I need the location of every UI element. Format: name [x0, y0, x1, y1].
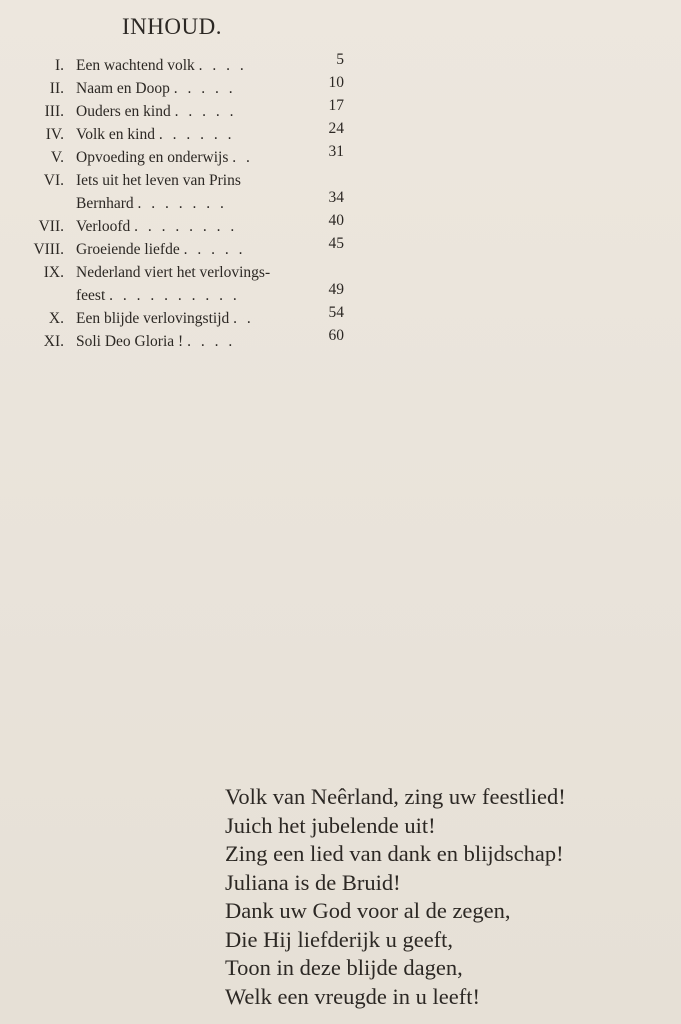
toc-page-number: 54: [328, 304, 344, 321]
toc-dot-leader: . .: [233, 310, 254, 327]
poem-line: Toon in deze blijde dagen,: [225, 955, 463, 980]
toc-chapter-numeral: XI.: [43, 333, 64, 350]
poem-line: Welk een vreugde in u leeft!: [225, 983, 480, 1009]
toc-chapter-title: [76, 215, 308, 238]
toc-chapter-title: [76, 146, 308, 169]
toc-entry: [0, 327, 360, 353]
toc-entry: [0, 304, 360, 330]
toc-chapter-numeral: III.: [44, 103, 64, 120]
toc-entry: [0, 261, 360, 307]
toc-chapter-title: [76, 330, 308, 353]
toc-chapter-numeral: I.: [54, 57, 64, 74]
poem-line: Juich het jubelende uit!: [225, 812, 436, 838]
toc-entry: [0, 169, 360, 215]
toc-chapter-title: [76, 192, 308, 215]
toc-page-number: 24: [328, 120, 344, 137]
toc-chapter-numeral: X.: [48, 310, 64, 327]
toc-title-text: feest: [76, 287, 106, 304]
toc-page-number: 5: [336, 51, 344, 68]
poem-line: Die Hij liefderijk u geeft,: [225, 926, 454, 952]
toc-chapter-numeral: IV.: [45, 126, 64, 143]
toc-dot-leader: . . . .: [198, 57, 247, 74]
toc-chapter-numeral: VII.: [38, 218, 64, 235]
toc-chapter-title: [76, 123, 308, 146]
toc-title-text: Groeiende liefde: [76, 241, 180, 258]
toc-chapter-title: [76, 238, 308, 261]
toc-chapter-numeral: VI.: [43, 172, 64, 189]
toc-entry: [0, 143, 360, 169]
toc-chapter-numeral: II.: [49, 80, 64, 97]
toc-chapter-title: [76, 100, 308, 123]
toc-title-text: Een wachtend volk: [76, 57, 195, 74]
toc-title-text: Iets uit het leven van Prins: [76, 172, 241, 189]
toc-entry: [0, 235, 360, 261]
toc-title: INHOUD.: [122, 14, 222, 39]
poem-line: Juliana is de Bruid!: [225, 869, 401, 895]
toc-title-text: Bernhard: [76, 195, 134, 212]
toc-chapter-numeral: VIII.: [33, 241, 64, 258]
toc-title-text: Ouders en kind: [76, 103, 171, 120]
toc-entry: [0, 97, 360, 123]
toc-dot-leader: . . . . . . . . . .: [109, 287, 240, 304]
toc-chapter-numeral: V.: [50, 149, 64, 166]
toc-entry: [0, 74, 360, 100]
toc-chapter-title: [76, 54, 308, 77]
toc-dot-leader: . . . . . . . .: [134, 218, 238, 235]
toc-title-text: Volk en kind: [76, 126, 155, 143]
toc-page-number: 34: [328, 189, 344, 206]
toc-dot-leader: . .: [232, 149, 253, 166]
toc-page-number: 49: [328, 281, 344, 298]
toc-title-text: Nederland viert het verlovings-: [76, 264, 271, 281]
toc-dot-leader: . . . . .: [173, 80, 236, 97]
toc-page-number: 17: [328, 97, 344, 114]
toc-page-number: 45: [328, 235, 344, 252]
toc-chapter-title: [76, 169, 308, 192]
poem: [225, 783, 566, 1011]
toc-page-number: 31: [328, 143, 344, 160]
toc-dot-leader: . . . . . .: [158, 126, 235, 143]
toc-title-text: Verloofd: [76, 218, 131, 235]
toc-title-text: Een blijde verlovingstijd: [76, 310, 230, 327]
toc-entry: [0, 51, 360, 77]
toc-page-number: 40: [328, 212, 344, 229]
poem-line: Volk van Neêrland, zing uw feestlied!: [225, 784, 566, 809]
toc-title-text: Soli Deo Gloria !: [76, 333, 184, 350]
poem-line: Zing een lied van dank en blijdschap!: [225, 841, 564, 866]
toc-dot-leader: . . . . . . .: [137, 195, 227, 212]
toc-chapter-title: [76, 307, 308, 330]
toc-dot-leader: . . . . .: [183, 241, 246, 258]
toc-chapter-title: [76, 284, 308, 307]
toc-chapter-title: [76, 261, 308, 284]
toc-title-text: Naam en Doop: [76, 80, 170, 97]
toc-title-text: Opvoeding en onderwijs: [76, 149, 229, 166]
toc-entry: [0, 212, 360, 238]
toc-chapter-title: [76, 77, 308, 100]
toc-dot-leader: . . . .: [187, 333, 236, 350]
toc-dot-leader: . . . . .: [174, 103, 237, 120]
toc-chapter-numeral: IX.: [43, 264, 64, 281]
toc-page-number: 10: [328, 74, 344, 91]
toc-entry: [0, 120, 360, 146]
poem-line: Dank uw God voor al de zegen,: [225, 898, 511, 923]
toc-page-number: 60: [328, 327, 344, 344]
